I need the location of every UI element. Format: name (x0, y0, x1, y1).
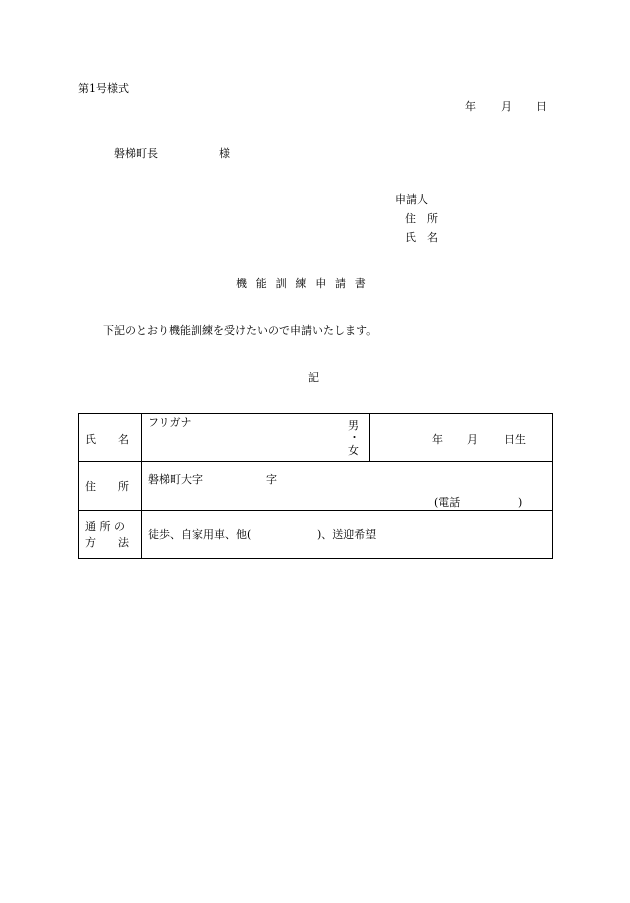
method-options-end: )、送迎希望 (317, 528, 377, 541)
method-label-line2: 方 法 (85, 536, 129, 549)
applicant-label: 申請人 (395, 193, 428, 206)
address-label: 住 所 (85, 480, 129, 493)
name-row (79, 414, 553, 462)
document-title: 機能訓練申請書 (236, 277, 375, 290)
applicant-name-label: 氏 名 (405, 231, 438, 244)
applicant-address-label: 住 所 (405, 212, 438, 225)
method-row (79, 511, 553, 559)
birth-month: 月 (467, 433, 478, 446)
form-number: 第1号様式 (78, 82, 129, 95)
method-field[interactable] (142, 511, 553, 559)
phone-close: ) (518, 496, 523, 509)
method-options: 徒歩、自家用車、他( (148, 528, 252, 541)
date-day: 日 (536, 100, 547, 113)
method-label-cell (79, 511, 142, 559)
addressee-honorific: 様 (219, 147, 230, 160)
gender-male[interactable]: 男 (348, 419, 359, 432)
aza-label: 字 (266, 473, 277, 486)
address-row (79, 462, 553, 511)
name-field[interactable] (142, 414, 370, 462)
date-year: 年 (465, 100, 476, 113)
address-label-cell (79, 462, 142, 511)
birth-year: 年 (432, 433, 443, 446)
gender-female[interactable]: 女 (348, 444, 359, 457)
address-field[interactable] (142, 462, 553, 511)
name-label: 氏 名 (85, 433, 129, 446)
ki-label: 記 (308, 371, 319, 384)
phone-open: (電話 (434, 496, 461, 509)
gender-dot: ・ (349, 431, 360, 444)
name-label-cell (79, 414, 142, 462)
method-label-line1: 通 所 の (85, 520, 125, 533)
addressee-title: 磐梯町長 (114, 147, 158, 160)
furigana-label: フリガナ (148, 416, 192, 429)
birth-day: 日生 (504, 433, 526, 446)
body-text: 下記のとおり機能訓練を受けたいので申請いたします。 (103, 324, 378, 337)
birthdate-field[interactable] (370, 414, 553, 462)
date-month: 月 (501, 100, 512, 113)
application-table (78, 413, 553, 559)
address-prefix: 磐梯町大字 (148, 473, 203, 486)
